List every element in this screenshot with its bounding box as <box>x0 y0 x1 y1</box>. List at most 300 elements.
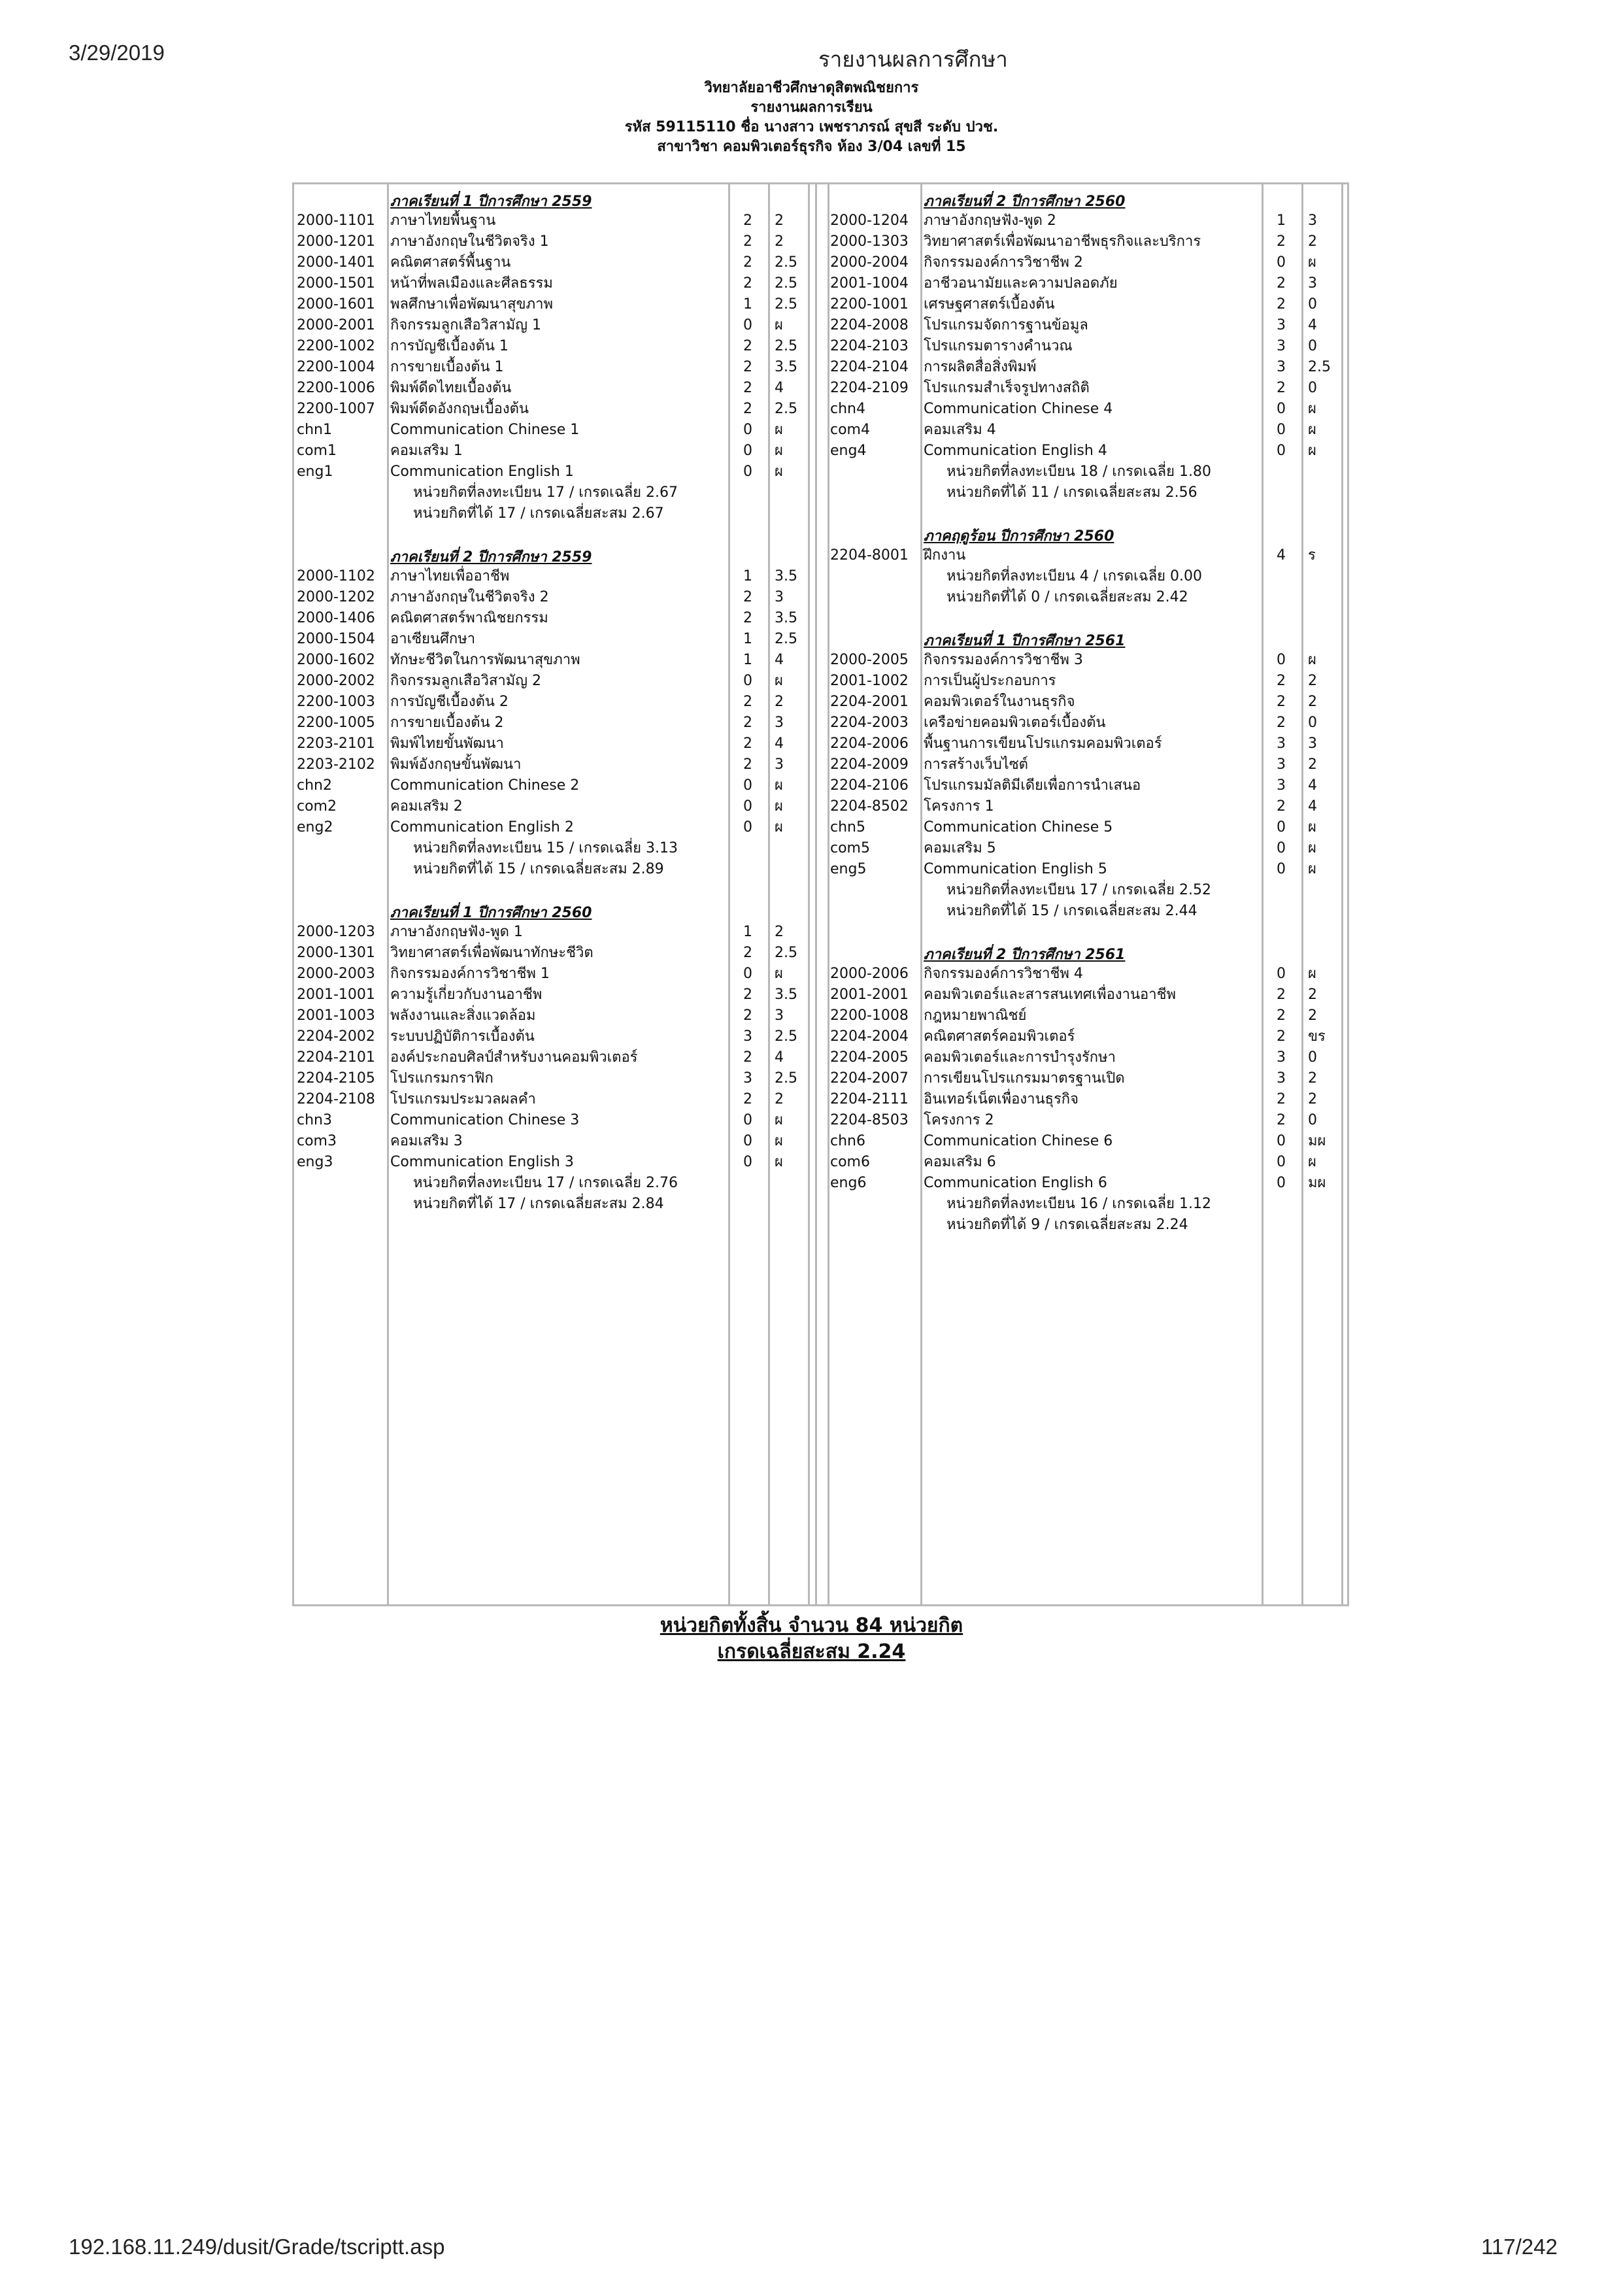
course-name: กิจกรรมองค์การวิชาชีพ 4 <box>924 966 1083 982</box>
course-name: คณิตศาสตร์พาณิชยกรรม <box>390 610 548 626</box>
course-credit: 0 <box>743 317 752 333</box>
course-code: 2204-2106 <box>830 777 909 794</box>
course-credit: 1 <box>743 924 752 940</box>
course-code: 2000-1501 <box>297 275 375 292</box>
course-name: กิจกรรมองค์การวิชาชีพ 3 <box>924 652 1083 668</box>
course-credit: 1 <box>1277 212 1286 229</box>
course-credit: 2 <box>1277 296 1286 312</box>
course-name: คอมเสริม 2 <box>390 798 463 815</box>
course-credit: 0 <box>1277 254 1286 271</box>
course-grade: ผ <box>775 819 783 836</box>
course-grade: ผ <box>775 317 783 333</box>
course-code: eng1 <box>297 464 333 480</box>
course-grade: 2 <box>775 1091 784 1107</box>
course-code: eng3 <box>297 1154 333 1170</box>
course-name: อาเซียนศึกษา <box>390 631 476 647</box>
course-name: กิจกรรมองค์การวิชาชีพ 1 <box>390 966 550 982</box>
course-grade: 0 <box>1308 1112 1317 1128</box>
course-grade: 0 <box>1308 380 1317 396</box>
course-grade: ผ <box>775 443 783 459</box>
course-grade: 2 <box>1308 1091 1317 1107</box>
course-grade: 3 <box>1308 275 1317 292</box>
course-name: โปรแกรมมัลติมีเดียเพื่อการนำเสนอ <box>924 777 1141 794</box>
course-name: กฎหมายพาณิชย์ <box>924 1007 1027 1024</box>
course-grade: ผ <box>1308 861 1316 877</box>
course-code: 2000-2003 <box>297 966 375 982</box>
course-name: อินเทอร์เน็ตเพื่องานธุรกิจ <box>924 1091 1079 1107</box>
course-code: 2001-1004 <box>830 275 909 292</box>
course-name: พิมพ์ดีดไทยเบื้องต้น <box>390 380 512 396</box>
course-code: 2000-2002 <box>297 673 375 689</box>
course-code: eng2 <box>297 819 333 836</box>
course-grade: 2 <box>775 924 784 940</box>
course-credit: 0 <box>743 673 752 689</box>
semester-summary-text: หน่วยกิตที่ลงทะเบียน 18 / เกรดเฉลี่ย 1.80 <box>946 464 1212 480</box>
course-code: 2200-1006 <box>297 380 375 396</box>
course-code: 2200-1004 <box>297 359 375 375</box>
course-code: 2204-2111 <box>830 1091 909 1107</box>
course-credit: 2 <box>743 380 752 396</box>
course-grade: 0 <box>1308 1049 1317 1066</box>
semester-title: ภาคฤดูร้อน ปีการศึกษา 2560 <box>924 528 1114 545</box>
institution-name: วิทยาลัยอาชีวศึกษาดุสิตพณิชยการ <box>704 80 919 96</box>
course-name: Communication English 5 <box>924 861 1107 877</box>
course-name: วิทยาศาสตร์เพื่อพัฒนาอาชีพธุรกิจและบริการ <box>924 233 1201 250</box>
course-grade: ผ <box>775 1154 783 1170</box>
course-name: Communication English 4 <box>924 443 1107 459</box>
course-credit: 1 <box>743 631 752 647</box>
course-name: ภาษาอังกฤษฟัง-พูด 1 <box>390 924 523 940</box>
course-credit: 0 <box>743 966 752 982</box>
course-credit: 3 <box>1277 1070 1286 1087</box>
course-grade: 4 <box>1308 798 1317 815</box>
course-code: com4 <box>830 422 870 438</box>
course-name: Communication Chinese 1 <box>390 422 580 438</box>
course-credit: 2 <box>1277 673 1286 689</box>
course-name: โครงการ 1 <box>924 798 994 815</box>
course-code: com3 <box>297 1133 337 1149</box>
course-name: คณิตศาสตร์พื้นฐาน <box>390 254 511 271</box>
semester-summary-text: หน่วยกิตที่ลงทะเบียน 15 / เกรดเฉลี่ย 3.13 <box>413 840 678 856</box>
course-code: chn4 <box>830 401 865 417</box>
course-credit: 2 <box>1277 380 1286 396</box>
course-credit: 0 <box>743 1133 752 1149</box>
course-code: 2001-2001 <box>830 987 909 1003</box>
semester-title: ภาคเรียนที่ 2 ปีการศึกษา 2559 <box>390 549 592 566</box>
course-credit: 0 <box>743 1112 752 1128</box>
course-grade: 2.5 <box>775 1028 797 1045</box>
semester-summary-text: หน่วยกิตที่ได้ 15 / เกรดเฉลี่ยสะสม 2.89 <box>413 861 664 877</box>
course-code: 2204-8503 <box>830 1112 909 1128</box>
course-grade: 0 <box>1308 296 1317 312</box>
course-credit: 1 <box>743 296 752 312</box>
semester-summary-text: หน่วยกิตที่ได้ 17 / เกรดเฉลี่ยสะสม 2.67 <box>413 505 664 522</box>
course-credit: 3 <box>1277 735 1286 752</box>
course-credit: 3 <box>1277 777 1286 794</box>
column-divider <box>1262 184 1263 1605</box>
course-grade: ผ <box>1308 422 1316 438</box>
course-credit: 2 <box>1277 275 1286 292</box>
course-credit: 2 <box>743 987 752 1003</box>
course-code: chn6 <box>830 1133 865 1149</box>
course-name: คณิตศาสตร์คอมพิวเตอร์ <box>924 1028 1075 1045</box>
course-name: คอมเสริม 5 <box>924 840 996 856</box>
course-grade: 2 <box>1308 673 1317 689</box>
course-name: อาชีวอนามัยและความปลอดภัย <box>924 275 1118 292</box>
course-grade: 3.5 <box>775 610 797 626</box>
course-code: com2 <box>297 798 337 815</box>
course-name: หน้าที่พลเมืองและศีลธรรม <box>390 275 553 292</box>
course-grade: ผ <box>775 966 783 982</box>
course-code: com1 <box>297 443 337 459</box>
course-grade: 2.5 <box>775 401 797 417</box>
course-grade: ผ <box>1308 1154 1316 1170</box>
course-grade: 2.5 <box>775 945 797 961</box>
course-grade: มผ <box>1308 1175 1326 1191</box>
course-name: พิมพ์อังกฤษขั้นพัฒนา <box>390 756 522 773</box>
course-name: พลังงานและสิ่งแวดล้อม <box>390 1007 536 1024</box>
course-credit: 3 <box>1277 756 1286 773</box>
course-credit: 3 <box>1277 359 1286 375</box>
footer-url: 192.168.11.249/dusit/Grade/tscriptt.asp <box>69 2235 445 2259</box>
course-grade: 2 <box>1308 233 1317 250</box>
course-grade: 3 <box>1308 212 1317 229</box>
course-credit: 2 <box>743 694 752 710</box>
footer-page-number: 117/242 <box>1481 2235 1558 2259</box>
course-name: Communication English 3 <box>390 1154 574 1170</box>
semester-summary-text: หน่วยกิตที่ได้ 15 / เกรดเฉลี่ยสะสม 2.44 <box>946 903 1197 919</box>
course-name: Communication Chinese 3 <box>390 1112 580 1128</box>
course-credit: 0 <box>1277 966 1286 982</box>
course-credit: 4 <box>1277 547 1286 564</box>
course-name: การบัญชีเบื้องต้น 1 <box>390 338 509 354</box>
semester-summary-text: หน่วยกิตที่ลงทะเบียน 16 / เกรดเฉลี่ย 1.12 <box>946 1196 1212 1212</box>
course-code: 2000-2001 <box>297 317 375 333</box>
course-code: 2204-2007 <box>830 1070 909 1087</box>
course-code: 2000-1301 <box>297 945 375 961</box>
course-name: ภาษาไทยเพื่ออาชีพ <box>390 568 510 584</box>
course-code: 2200-1005 <box>297 715 375 731</box>
total-credits: หน่วยกิตทั้งสิ้น จำนวน 84 หน่วยกิต <box>660 1614 963 1637</box>
course-name: การเขียนโปรแกรมมาตรฐานเปิด <box>924 1070 1125 1087</box>
course-code: 2001-1003 <box>297 1007 375 1024</box>
course-grade: 2.5 <box>775 631 797 647</box>
course-code: 2000-1601 <box>297 296 375 312</box>
column-divider <box>768 184 770 1605</box>
column-divider <box>920 184 922 1605</box>
course-code: 2000-2006 <box>830 966 909 982</box>
course-grade: 2.5 <box>1308 359 1331 375</box>
course-name: คอมพิวเตอร์ในงานธุรกิจ <box>924 694 1075 710</box>
course-credit: 2 <box>743 610 752 626</box>
course-grade: ผ <box>775 777 783 794</box>
course-code: 2204-8001 <box>830 547 909 564</box>
course-credit: 3 <box>1277 1049 1286 1066</box>
course-name: การขายเบื้องต้น 2 <box>390 715 504 731</box>
course-name: คอมพิวเตอร์และการบำรุงรักษา <box>924 1049 1116 1066</box>
course-credit: 0 <box>743 1154 752 1170</box>
course-credit: 2 <box>743 359 752 375</box>
course-name: การผลิตสื่อสิ่งพิมพ์ <box>924 359 1037 375</box>
semester-summary-text: หน่วยกิตที่ลงทะเบียน 17 / เกรดเฉลี่ย 2.52 <box>946 882 1212 898</box>
course-grade: ผ <box>775 464 783 480</box>
course-code: 2000-1401 <box>297 254 375 271</box>
course-code: chn5 <box>830 819 865 836</box>
course-credit: 2 <box>743 945 752 961</box>
semester-title: ภาคเรียนที่ 1 ปีการศึกษา 2559 <box>390 194 592 210</box>
course-name: องค์ประกอบศิลป์สำหรับงานคอมพิวเตอร์ <box>390 1049 638 1066</box>
course-grade: มผ <box>1308 1133 1326 1149</box>
course-code: 2204-2003 <box>830 715 909 731</box>
print-date: 3/29/2019 <box>69 41 165 65</box>
course-code: 2000-1204 <box>830 212 909 229</box>
semester-title: ภาคเรียนที่ 1 ปีการศึกษา 2560 <box>390 905 592 921</box>
course-code: 2204-2008 <box>830 317 909 333</box>
course-name: กิจกรรมลูกเสือวิสามัญ 1 <box>390 317 541 333</box>
course-credit: 2 <box>743 401 752 417</box>
course-grade: 2 <box>775 694 784 710</box>
course-grade: 2.5 <box>775 1070 797 1087</box>
course-grade: 3.5 <box>775 987 797 1003</box>
course-name: เศรษฐศาสตร์เบื้องต้น <box>924 296 1055 312</box>
course-credit: 2 <box>1277 694 1286 710</box>
course-credit: 2 <box>743 756 752 773</box>
course-name: การขายเบื้องต้น 1 <box>390 359 504 375</box>
course-credit: 0 <box>1277 1133 1286 1149</box>
course-credit: 0 <box>743 798 752 815</box>
course-credit: 2 <box>1277 1007 1286 1024</box>
course-code: eng6 <box>830 1175 867 1191</box>
course-name: คอมเสริม 4 <box>924 422 996 438</box>
course-name: ภาษาอังกฤษฟัง-พูด 2 <box>924 212 1056 229</box>
course-credit: 0 <box>1277 1175 1286 1191</box>
course-code: 2203-2102 <box>297 756 375 773</box>
course-credit: 3 <box>1277 338 1286 354</box>
course-code: com5 <box>830 840 870 856</box>
course-code: 2000-1504 <box>297 631 375 647</box>
course-credit: 2 <box>743 233 752 250</box>
course-credit: 2 <box>743 212 752 229</box>
course-code: 2204-2109 <box>830 380 909 396</box>
course-code: 2200-1007 <box>297 401 375 417</box>
course-code: 2204-2101 <box>297 1049 375 1066</box>
semester-summary-text: หน่วยกิตที่ได้ 17 / เกรดเฉลี่ยสะสม 2.84 <box>413 1196 664 1212</box>
course-grade: 2 <box>1308 756 1317 773</box>
course-name: กิจกรรมลูกเสือวิสามัญ 2 <box>390 673 541 689</box>
course-grade: ผ <box>1308 254 1316 271</box>
course-grade: ผ <box>1308 401 1316 417</box>
course-credit: 2 <box>743 1049 752 1066</box>
course-name: Communication Chinese 6 <box>924 1133 1113 1149</box>
course-credit: 2 <box>1277 798 1286 815</box>
course-credit: 0 <box>1277 861 1286 877</box>
course-grade: 2 <box>775 212 784 229</box>
course-grade: ร <box>1308 547 1316 564</box>
semester-summary-text: หน่วยกิตที่ได้ 9 / เกรดเฉลี่ยสะสม 2.24 <box>946 1217 1188 1233</box>
course-grade: ผ <box>1308 819 1316 836</box>
course-name: โปรแกรมจัดการฐานข้อมูล <box>924 317 1088 333</box>
course-code: 2001-1001 <box>297 987 375 1003</box>
course-code: 2000-2004 <box>830 254 909 271</box>
course-code: com6 <box>830 1154 870 1170</box>
course-code: 2204-2009 <box>830 756 909 773</box>
course-credit: 2 <box>743 589 752 605</box>
course-name: โครงการ 2 <box>924 1112 994 1128</box>
program-line: สาขาวิชา คอมพิวเตอร์ธุรกิจ ห้อง 3/04 เลขที่ 15 <box>657 139 966 155</box>
course-credit: 1 <box>743 652 752 668</box>
course-code: 2203-2101 <box>297 735 375 752</box>
course-grade: 4 <box>1308 777 1317 794</box>
course-grade: 0 <box>1308 715 1317 731</box>
semester-summary-text: หน่วยกิตที่ลงทะเบียน 17 / เกรดเฉลี่ย 2.76 <box>413 1175 678 1191</box>
course-grade: 2 <box>1308 694 1317 710</box>
course-grade: 4 <box>775 380 784 396</box>
course-credit: 0 <box>743 443 752 459</box>
column-divider <box>728 184 730 1605</box>
course-name: การเป็นผู้ประกอบการ <box>924 673 1056 689</box>
semester-summary-text: หน่วยกิตที่ได้ 11 / เกรดเฉลี่ยสะสม 2.56 <box>946 484 1197 501</box>
course-name: โปรแกรมตารางคำนวณ <box>924 338 1073 354</box>
course-code: 2204-2005 <box>830 1049 909 1066</box>
course-code: 2001-1002 <box>830 673 909 689</box>
course-grade: 3 <box>775 1007 784 1024</box>
course-name: คอมเสริม 6 <box>924 1154 996 1170</box>
print-title: รายงานผลการศึกษา <box>818 46 1008 72</box>
course-name: ภาษาอังกฤษในชีวิตจริง 2 <box>390 589 549 605</box>
course-grade: 2 <box>1308 1007 1317 1024</box>
course-code: 2204-2108 <box>297 1091 375 1107</box>
course-name: คอมเสริม 1 <box>390 443 463 459</box>
column-divider <box>808 184 810 1605</box>
course-code: 2000-1202 <box>297 589 375 605</box>
course-name: ความรู้เกี่ยวกับงานอาชีพ <box>390 987 543 1003</box>
course-grade: 2.5 <box>775 254 797 271</box>
course-grade: 3 <box>775 589 784 605</box>
course-code: 2204-2006 <box>830 735 909 752</box>
course-grade: ผ <box>1308 443 1316 459</box>
course-name: Communication Chinese 5 <box>924 819 1113 836</box>
course-code: 2000-1201 <box>297 233 375 250</box>
course-grade: ผ <box>775 1133 783 1149</box>
course-name: พิมพ์ดีดอังกฤษเบื้องต้น <box>390 401 529 417</box>
course-grade: ผ <box>775 798 783 815</box>
course-grade: ผ <box>1308 652 1316 668</box>
course-code: 2200-1001 <box>830 296 909 312</box>
course-credit: 2 <box>743 1007 752 1024</box>
course-credit: 2 <box>743 1091 752 1107</box>
course-name: Communication English 6 <box>924 1175 1107 1191</box>
course-grade: ผ <box>775 422 783 438</box>
course-grade: 3.5 <box>775 359 797 375</box>
course-code: 2200-1008 <box>830 1007 909 1024</box>
course-grade: 2.5 <box>775 296 797 312</box>
course-grade: 3.5 <box>775 568 797 584</box>
course-code: 2204-2001 <box>830 694 909 710</box>
course-grade: 3 <box>775 715 784 731</box>
course-credit: 2 <box>743 715 752 731</box>
column-divider <box>1341 184 1343 1605</box>
semester-summary-text: หน่วยกิตที่ลงทะเบียน 4 / เกรดเฉลี่ย 0.00 <box>946 568 1203 584</box>
course-credit: 0 <box>743 777 752 794</box>
course-name: เครือข่ายคอมพิวเตอร์เบื้องต้น <box>924 715 1106 731</box>
course-grade: 3 <box>775 756 784 773</box>
course-credit: 0 <box>1277 422 1286 438</box>
course-code: eng5 <box>830 861 867 877</box>
course-code: 2204-8502 <box>830 798 909 815</box>
course-credit: 1 <box>743 568 752 584</box>
column-divider <box>1301 184 1303 1605</box>
course-grade: 4 <box>1308 317 1317 333</box>
course-name: พื้นฐานการเขียนโปรแกรมคอมพิวเตอร์ <box>924 735 1162 752</box>
course-code: 2000-1602 <box>297 652 375 668</box>
course-grade: 4 <box>775 1049 784 1066</box>
course-code: chn1 <box>297 422 332 438</box>
course-name: พิมพ์ไทยขั้นพัฒนา <box>390 735 504 752</box>
course-grade: 3 <box>1308 735 1317 752</box>
course-credit: 0 <box>743 422 752 438</box>
course-code: 2000-1303 <box>830 233 909 250</box>
course-credit: 2 <box>1277 1028 1286 1045</box>
course-name: ระบบปฏิบัติการเบื้องต้น <box>390 1028 535 1045</box>
column-divider <box>828 184 829 1605</box>
course-name: โปรแกรมสำเร็จรูปทางสถิติ <box>924 380 1090 396</box>
course-credit: 2 <box>743 735 752 752</box>
course-name: วิทยาศาสตร์เพื่อพัฒนาทักษะชีวิต <box>390 945 594 961</box>
course-grade: 2 <box>1308 1070 1317 1087</box>
course-name: Communication Chinese 4 <box>924 401 1113 417</box>
course-grade: 4 <box>775 735 784 752</box>
course-name: ฝึกงาน <box>924 547 966 564</box>
course-credit: 0 <box>743 464 752 480</box>
course-grade: ผ <box>1308 966 1316 982</box>
course-credit: 0 <box>1277 840 1286 856</box>
course-credit: 2 <box>1277 1112 1286 1128</box>
course-name: คอมพิวเตอร์และสารสนเทศเพื่องานอาชีพ <box>924 987 1177 1003</box>
course-grade: ผ <box>775 1112 783 1128</box>
total-gpa: เกรดเฉลี่ยสะสม 2.24 <box>717 1640 906 1663</box>
course-credit: 0 <box>1277 401 1286 417</box>
course-grade: ผ <box>1308 840 1316 856</box>
course-credit: 2 <box>743 338 752 354</box>
course-credit: 2 <box>1277 1091 1286 1107</box>
course-credit: 2 <box>743 275 752 292</box>
semester-title: ภาคเรียนที่ 2 ปีการศึกษา 2561 <box>924 947 1126 963</box>
course-name: การสร้างเว็บไซต์ <box>924 756 1028 773</box>
semester-summary-text: หน่วยกิตที่ได้ 0 / เกรดเฉลี่ยสะสม 2.42 <box>946 589 1188 605</box>
course-credit: 2 <box>743 254 752 271</box>
course-name: โปรแกรมกราฟิก <box>390 1070 494 1087</box>
course-code: 2000-2005 <box>830 652 909 668</box>
course-code: 2204-2004 <box>830 1028 909 1045</box>
course-name: ภาษาอังกฤษในชีวิตจริง 1 <box>390 233 549 250</box>
course-grade: 2.5 <box>775 275 797 292</box>
course-credit: 0 <box>743 819 752 836</box>
course-code: 2204-2103 <box>830 338 909 354</box>
course-code: 2000-1406 <box>297 610 375 626</box>
course-credit: 2 <box>1277 987 1286 1003</box>
course-credit: 0 <box>1277 1154 1286 1170</box>
course-code: chn2 <box>297 777 332 794</box>
semester-summary-text: หน่วยกิตที่ลงทะเบียน 17 / เกรดเฉลี่ย 2.67 <box>413 484 678 501</box>
course-grade: ผ <box>775 673 783 689</box>
course-grade: 2 <box>1308 987 1317 1003</box>
course-code: 2000-1102 <box>297 568 375 584</box>
course-credit: 0 <box>1277 652 1286 668</box>
course-name: พลศึกษาเพื่อพัฒนาสุขภาพ <box>390 296 553 312</box>
course-name: การบัญชีเบื้องต้น 2 <box>390 694 509 710</box>
course-code: 2204-2104 <box>830 359 909 375</box>
course-code: eng4 <box>830 443 867 459</box>
